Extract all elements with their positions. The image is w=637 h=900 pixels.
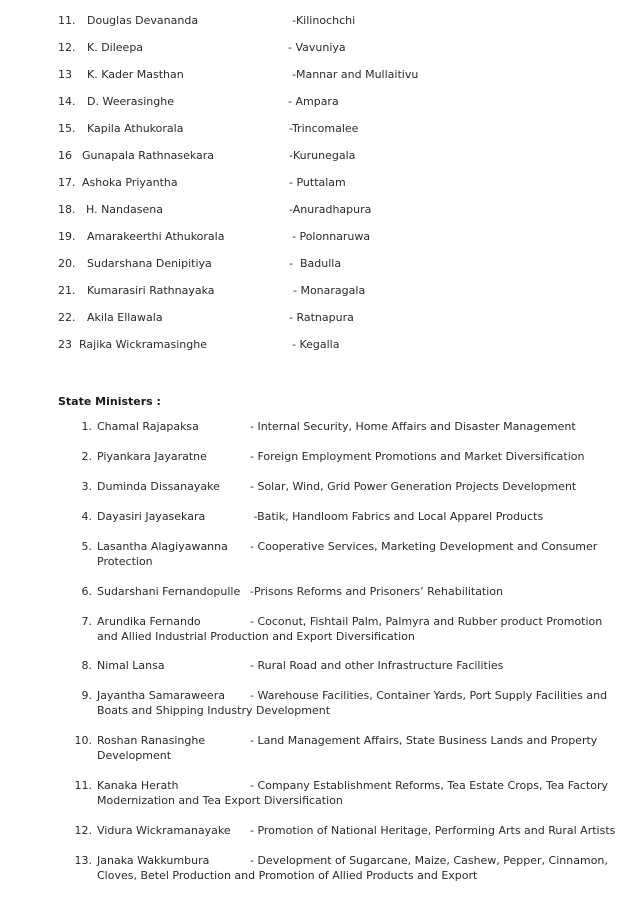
state-ministers-heading: State Ministers :	[58, 395, 161, 408]
list-item	[0, 311, 637, 325]
minister-name: Sudarshani Fernandopulle	[97, 585, 241, 598]
portfolio: - Rural Road and other Infrastructure Facilities	[250, 659, 504, 672]
item-number: 12.	[74, 824, 92, 837]
item-number: 1.	[81, 420, 92, 433]
district: - Ampara	[288, 95, 339, 108]
minister-name: Gunapala Rathnasekara	[82, 149, 215, 162]
minister-name: Jayantha Samaraweera	[97, 689, 225, 702]
item-number: 10.	[74, 734, 92, 747]
minister-name: Duminda Dissanayake	[97, 480, 220, 493]
portfolio: -Prisons Reforms and Prisoners’ Rehabilitation	[250, 585, 503, 598]
list-item	[0, 95, 637, 109]
portfolio-continuation: and Allied Industrial Production and Export Diversification	[97, 630, 415, 643]
portfolio: - Warehouse Facilities, Container Yards, Port Supply Facilities and	[250, 689, 608, 702]
portfolio-continuation: Boats and Shipping Industry Development	[97, 704, 331, 717]
item-number: 21.	[58, 284, 76, 297]
item-number: 20.	[58, 257, 76, 270]
portfolio: - Cooperative Services, Marketing Development and Consumer	[250, 540, 598, 553]
portfolio: - Coconut, Fishtail Palm, Palmyra and Rubber product Promotion	[250, 615, 603, 628]
district: - Badulla	[289, 257, 342, 270]
minister-name: Nimal Lansa	[97, 659, 165, 672]
item-number: 17.	[58, 176, 76, 189]
list-item	[0, 284, 637, 298]
minister-name: Akila Ellawala	[87, 311, 163, 324]
minister-name: Vidura Wickramanayake	[97, 824, 231, 837]
district: - Monaragala	[293, 284, 366, 297]
list-item	[0, 68, 637, 82]
district: -Kurunegala	[289, 149, 356, 162]
minister-name: Arundika Fernando	[97, 615, 201, 628]
item-number: 18.	[58, 203, 76, 216]
list-item	[0, 41, 637, 55]
item-number: 7.	[81, 615, 92, 628]
minister-name: D. Weerasinghe	[87, 95, 174, 108]
minister-name: Janaka Wakkumbura	[97, 854, 210, 867]
minister-name: Kanaka Herath	[97, 779, 179, 792]
minister-name: Kumarasiri Rathnayaka	[87, 284, 215, 297]
item-number: 2.	[81, 450, 92, 463]
portfolio: - Development of Sugarcane, Maize, Cashew, Pepper, Cinnamon,	[250, 854, 608, 867]
minister-name: K. Kader Masthan	[87, 68, 184, 81]
list-item	[0, 230, 637, 244]
portfolio-continuation: Protection	[97, 555, 153, 568]
list-item	[0, 122, 637, 136]
item-number: 16	[58, 149, 72, 162]
item-number: 14.	[58, 95, 76, 108]
minister-name: Sudarshana Denipitiya	[87, 257, 212, 270]
item-number: 9.	[81, 689, 92, 702]
list-item	[0, 203, 637, 217]
list-item	[0, 149, 637, 163]
minister-name: Ashoka Priyantha	[82, 176, 178, 189]
minister-name: Amarakeerthi Athukorala	[87, 230, 225, 243]
portfolio-continuation: Cloves, Betel Production and Promotion of Allied Products and Export	[97, 869, 478, 882]
item-number: 4.	[81, 510, 92, 523]
district: - Vavuniya	[288, 41, 346, 54]
portfolio-continuation: Development	[97, 749, 172, 762]
list-item	[0, 14, 637, 28]
minister-name: Kapila Athukorala	[87, 122, 184, 135]
minister-name: Roshan Ranasinghe	[97, 734, 206, 747]
portfolio: - Foreign Employment Promotions and Market Diversification	[250, 450, 585, 463]
list-item	[0, 257, 637, 271]
item-number: 5.	[81, 540, 92, 553]
district: -Kilinochchi	[292, 14, 356, 27]
portfolio: - Company Establishment Reforms, Tea Estate Crops, Tea Factory	[250, 779, 608, 792]
minister-name: Dayasiri Jayasekara	[97, 510, 206, 523]
district: -Trincomalee	[289, 122, 359, 135]
item-number: 8.	[81, 659, 92, 672]
portfolio: - Internal Security, Home Affairs and Disaster Management	[250, 420, 576, 433]
district: - Polonnaruwa	[292, 230, 371, 243]
minister-name: Douglas Devananda	[87, 14, 199, 27]
minister-name: H. Nandasena	[86, 203, 163, 216]
district: -Anuradhapura	[289, 203, 372, 216]
district: - Puttalam	[289, 176, 346, 189]
portfolio: - Promotion of National Heritage, Performing Arts and Rural Artists	[250, 824, 616, 837]
item-number: 11.	[74, 779, 92, 792]
item-number: 19.	[58, 230, 76, 243]
item-number: 13.	[74, 854, 92, 867]
item-number: 22.	[58, 311, 76, 324]
item-number: 12.	[58, 41, 76, 54]
minister-name: Chamal Rajapaksa	[97, 420, 199, 433]
portfolio: - Land Management Affairs, State Business Lands and Property	[250, 734, 598, 747]
portfolio: - Solar, Wind, Grid Power Generation Projects Development	[250, 480, 577, 493]
portfolio: -Batik, Handloom Fabrics and Local Apparel Products	[250, 510, 544, 523]
item-number: 11.	[58, 14, 76, 27]
item-number: 6.	[81, 585, 92, 598]
item-number: 13	[58, 68, 72, 81]
minister-name: Lasantha Alagiyawanna	[97, 540, 228, 553]
minister-name: Piyankara Jayaratne	[97, 450, 207, 463]
portfolio-continuation: Modernization and Tea Export Diversification	[97, 794, 343, 807]
minister-name: K. Dileepa	[87, 41, 144, 54]
district: - Kegalla	[292, 338, 340, 351]
item-number: 23	[58, 338, 72, 351]
item-number: 15.	[58, 122, 76, 135]
district: -Mannar and Mullaitivu	[292, 68, 419, 81]
list-item	[0, 338, 637, 352]
item-number: 3.	[81, 480, 92, 493]
minister-name: Rajika Wickramasinghe	[79, 338, 207, 351]
district: - Ratnapura	[289, 311, 354, 324]
list-item	[0, 176, 637, 190]
